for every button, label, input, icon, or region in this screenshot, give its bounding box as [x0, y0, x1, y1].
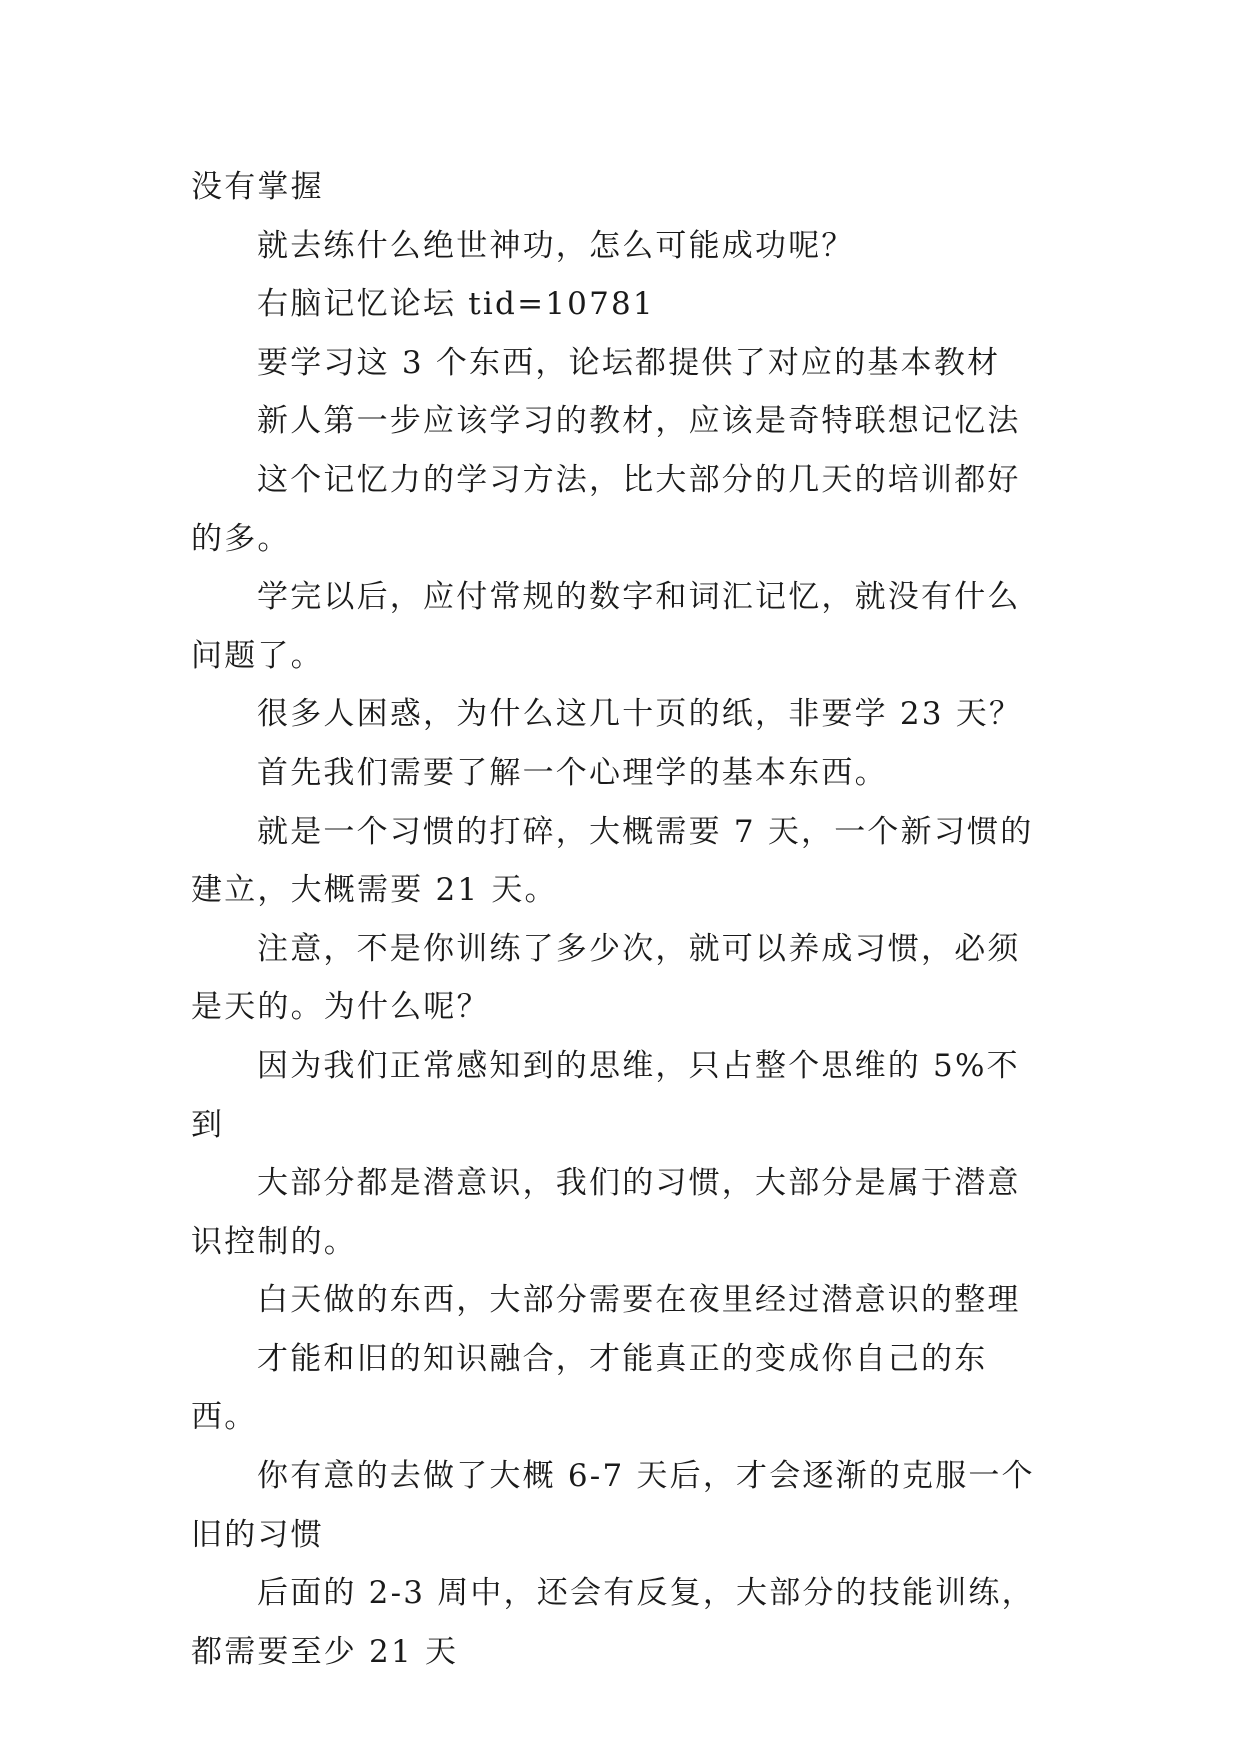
- paragraph: 就去练什么绝世神功，怎么可能成功呢？: [257, 227, 855, 264]
- paragraph: 白天做的东西，大部分需要在夜里经过潜意识的整理: [257, 1282, 1021, 1319]
- paragraph: 就是一个习惯的打碎，大概需要 7 天，一个新习惯的建立，大概需要 21 天。: [191, 813, 1034, 909]
- paragraph: 学完以后，应付常规的数字和词汇记忆，就没有什么问题了。: [191, 579, 1021, 674]
- paragraph: 很多人困惑，为什么这几十页的纸，非要学 23 天？: [257, 696, 1023, 733]
- paragraph: 要学习这 3 个东西，论坛都提供了对应的基本教材: [257, 344, 1001, 381]
- paragraph: 你有意的去做了大概 6-7 天后，才会逐渐的克服一个旧的习惯: [191, 1458, 1035, 1553]
- paragraph: 右脑记忆论坛 tid=10781: [257, 286, 655, 323]
- document-body: [191, 158, 1051, 1681]
- paragraph: 这个记忆力的学习方法，比大部分的几天的培训都好的多。: [191, 461, 1021, 557]
- paragraph: 注意，不是你训练了多少次，就可以养成习惯，必须是天的。为什么呢？: [191, 930, 1021, 1026]
- paragraph: 首先我们需要了解一个心理学的基本东西。: [257, 754, 888, 791]
- paragraph: 才能和旧的知识融合，才能真正的变成你自己的东西。: [191, 1340, 988, 1436]
- paragraph: 新人第一步应该学习的教材，应该是奇特联想记忆法: [257, 403, 1021, 440]
- paragraph: 因为我们正常感知到的思维，只占整个思维的 5%不到: [191, 1047, 1020, 1143]
- paragraph: 大部分都是潜意识，我们的习惯，大部分是属于潜意识控制的。: [191, 1165, 1021, 1260]
- paragraph: 后面的 2-3 周中，还会有反复，大部分的技能训练，都需要至少 21 天: [191, 1575, 1035, 1670]
- paragraph: 没有掌握: [191, 169, 324, 205]
